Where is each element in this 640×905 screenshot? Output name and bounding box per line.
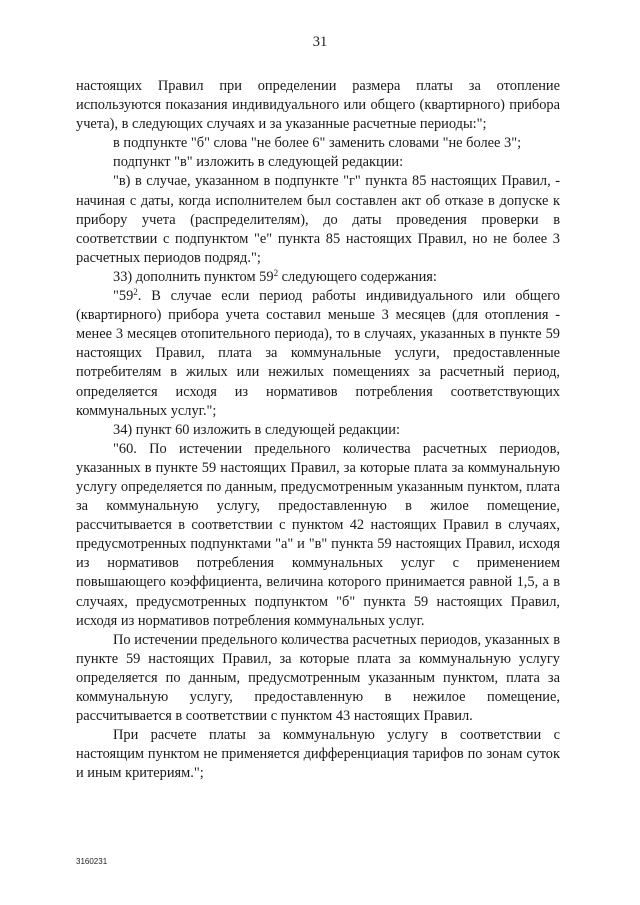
text-segment: следующего содержания:: [278, 268, 437, 285]
text-segment: в подпункте "б" слова "не более 6" заменить словами "не более 3";: [113, 135, 522, 152]
paragraph-item-34: [76, 421, 560, 440]
page-number: 31: [312, 34, 328, 50]
text-segment: "59: [113, 288, 134, 305]
text-segment: При расчете платы за коммунальную услугу в соответствии с настоящим пунктом не применяется дифференциация тарифов по зонам суток и иным критериям.";: [76, 727, 560, 782]
paragraph-clause-59-2: [76, 287, 560, 421]
paragraph-subpoint-v-text: [76, 172, 560, 267]
text-segment: По истечении предельного количества расчетных периодов, указанных в пункте 59 настоящих Правил, за которые плата за коммунальную услугу определяется по данным, предусмотренным указанным пунктом, плата за коммунальную услугу, предоставленную в нежилое помещение, рассчитывается в соответствии с пунктом 43 настоящих Правил.: [76, 631, 560, 725]
text-segment: настоящих Правил при определении размера платы за отопление используются показания индивидуального или общего (квартирного) прибора учета), в следующих случаях и за указанные расчетные периоды:";: [76, 78, 560, 133]
superscript: 2: [133, 287, 138, 298]
paragraph-clause-60: [76, 440, 560, 631]
document-body: [76, 77, 560, 783]
paragraph-subpoint-b: [76, 134, 560, 153]
paragraph-clause-60-nonresidential: [76, 631, 560, 726]
text-segment: 34) пункт 60 изложить в следующей редакции:: [113, 421, 400, 438]
text-segment: подпункт "в" изложить в следующей редакции:: [113, 154, 404, 171]
paragraph-clause-60-tariffs: [76, 726, 560, 783]
text-segment: "в) в случае, указанном в подпункте "г" пункта 85 настоящих Правил, - начиная с даты, когда исполнителем был составлен акт об отказе в допуске к прибору учета (распределителям), до даты проведения проверки в соответствии с подпунктом "е" пункта 85 настоящих Правил, но не более 3 расчетных периодов подряд.";: [76, 173, 560, 266]
text-segment: 33) дополнить пунктом 59: [113, 268, 274, 285]
document-code: 3160231: [76, 857, 108, 866]
paragraph-continuation: [76, 77, 560, 134]
paragraph-item-33: [76, 268, 560, 287]
text-segment: "60. По истечении предельного количества расчетных периодов, указанных в пункте 59 настоящих Правил, за которые плата за коммунальную услугу определяется по данным, предусмотренным указанным пунктом, плата за коммунальную услугу, предоставленную в жилое помещение, рассчитывается в соответствии с пунктом 42 настоящих Правил в случаях, предусмотренных подпунктами "а" и "в" пункта 59 настоящих Правил, исходя из нормативов потребления коммунальных услуг с применением повышающего коэффициента, величина которого принимается равной 1,5, а в случаях, предусмотренных подпунктом "б" пункта 59 настоящих Правил, исходя из нормативов потребления коммунальных услуг.: [76, 440, 560, 629]
superscript: 2: [273, 267, 279, 278]
text-segment: . В случае если период работы индивидуального или общего (квартирного) прибора учета составил меньше 3 месяцев (для отопления - менее 3 месяцев отопительного периода), то в случаях, указанных в пункте 59 настоящих Правил, плата за коммунальные услуги, предоставленные потребителям в жилых или нежилых помещениях за расчетный период, определяется исходя из нормативов потребления соответствующих коммунальных услуг.";: [76, 288, 560, 419]
paragraph-subpoint-v-intro: [76, 153, 560, 172]
